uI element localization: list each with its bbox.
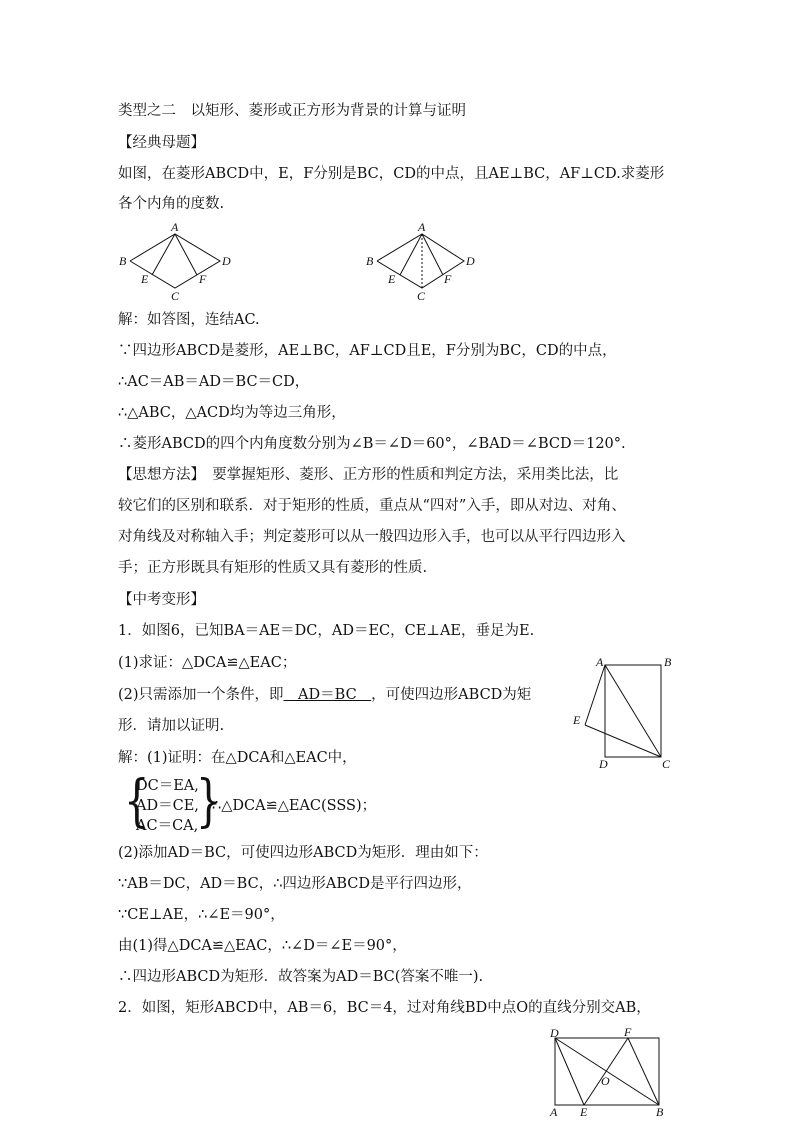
label-a: A	[418, 220, 426, 234]
q2-stem: 2．如图，矩形ABCD中，AB＝6，BC＝4，过对角线BD中点O的直线分别交AB，	[118, 1000, 651, 1016]
solution-line-2: ∵四边形ABCD是菱形，AE⊥BC，AF⊥CD且E，F分别为BC，CD的中点，	[118, 343, 617, 359]
rhombus-figure	[115, 220, 240, 304]
label-b: B	[366, 254, 374, 268]
system-line-2: AD＝CE,	[136, 798, 199, 814]
label-c: C	[662, 757, 671, 770]
label-a: A	[171, 220, 179, 234]
solution-line-1: 解：如答图，连结AC.	[118, 312, 260, 328]
q1-stem: 1．如图6，已知BA＝AE＝DC，AD＝EC，CE⊥AE，垂足为E.	[118, 623, 535, 639]
solution-line-3: ∴AC＝AB＝AD＝BC＝CD，	[118, 374, 310, 390]
label-c: C	[417, 289, 426, 303]
label-e: E	[580, 1105, 588, 1118]
classic-problem-line-1: 如图，在菱形ABCD中，E，F分别是BC，CD的中点，且AE⊥BC，AF⊥CD.求菱形	[118, 166, 665, 182]
label-c: C	[171, 289, 180, 303]
label-d: D	[599, 757, 608, 770]
method-heading: 【思想方法】	[118, 467, 198, 483]
q1-sol-intro: 解：(1)证明：在△DCA和△EAC中，	[118, 750, 357, 766]
classic-heading: 【经典母题】	[118, 135, 205, 151]
label-b: B	[119, 254, 127, 268]
system-line-1: DC＝EA,	[136, 778, 199, 794]
q1-sol2-line-2: ∵AB＝DC，AD＝BC，∴四边形ABCD是平行四边形，	[118, 876, 472, 892]
left-brace: {	[124, 769, 150, 835]
q1-part2	[118, 685, 531, 705]
label-a: A	[550, 1105, 558, 1118]
q1-sol2-line-3: ∵CE⊥AE，∴∠E＝90°，	[118, 907, 285, 923]
label-d: D	[466, 254, 475, 268]
q1-part1: (1)求证：△DCA≌△EAC；	[118, 655, 297, 671]
rhombus-answer-figure	[360, 220, 485, 304]
label-f: F	[199, 272, 207, 286]
q1-part2-text: (2)只需添加一个条件，即	[118, 687, 284, 703]
rectangle-figure-q1	[568, 655, 678, 770]
right-brace: }	[196, 769, 222, 835]
q1-sol2-line-4: 由(1)得△DCA≌△EAC，∴∠D＝∠E＝90°，	[118, 938, 407, 954]
exam-heading: 【中考变形】	[118, 592, 205, 608]
classic-problem-line-2: 各个内角的度数.	[118, 196, 225, 212]
system-result: ∴△DCA≌△EAC(SSS)；	[212, 798, 377, 814]
label-e: E	[141, 272, 149, 286]
method-line-4: 手；正方形既具有矩形的性质又具有菱形的性质.	[118, 560, 428, 576]
q1-answer-blank: AD＝BC	[283, 687, 372, 703]
q1-part2-text-b: ，可使四边形ABCD为矩	[371, 687, 532, 703]
label-b: B	[664, 655, 672, 669]
label-d: D	[222, 254, 231, 268]
label-e: E	[573, 713, 581, 727]
label-e: E	[388, 272, 396, 286]
method-line-1	[118, 465, 618, 485]
solution-line-5: ∴菱形ABCD的四个内角度数分别为∠B＝∠D＝60°，∠BAD＝∠BCD＝120°.	[118, 436, 626, 452]
system-line-3: AC＝CA,	[136, 818, 199, 834]
label-b: B	[656, 1105, 664, 1118]
label-o: O	[601, 1074, 610, 1088]
label-f: F	[624, 1026, 632, 1039]
q1-sol2-line-5: ∴四边形ABCD为矩形．故答案为AD＝BC(答案不唯一).	[118, 969, 484, 985]
solution-line-4: ∴△ABC，△ACD均为等边三角形，	[118, 405, 346, 421]
q1-sol2-line-1: (2)添加AD＝BC，可使四边形ABCD为矩形．理由如下：	[118, 845, 488, 861]
section-title: 类型之二 以矩形、菱形或正方形为背景的计算与证明	[118, 103, 466, 119]
label-a: A	[596, 655, 604, 669]
label-f: F	[444, 272, 452, 286]
method-text-1: 要掌握矩形、菱形、正方形的性质和判定方法，采用类比法，比	[197, 467, 619, 483]
q1-part2-cont: 形．请加以证明.	[118, 718, 225, 734]
rectangle-figure-q2	[540, 1026, 672, 1118]
method-line-3: 对角线及对称轴入手；判定菱形可以从一般四边形入手，也可以从平行四边形入	[118, 529, 626, 545]
method-line-2: 较它们的区别和联系．对于矩形的性质，重点从“四对”入手，即从对边、对角、	[118, 498, 626, 514]
label-d: D	[550, 1026, 559, 1040]
